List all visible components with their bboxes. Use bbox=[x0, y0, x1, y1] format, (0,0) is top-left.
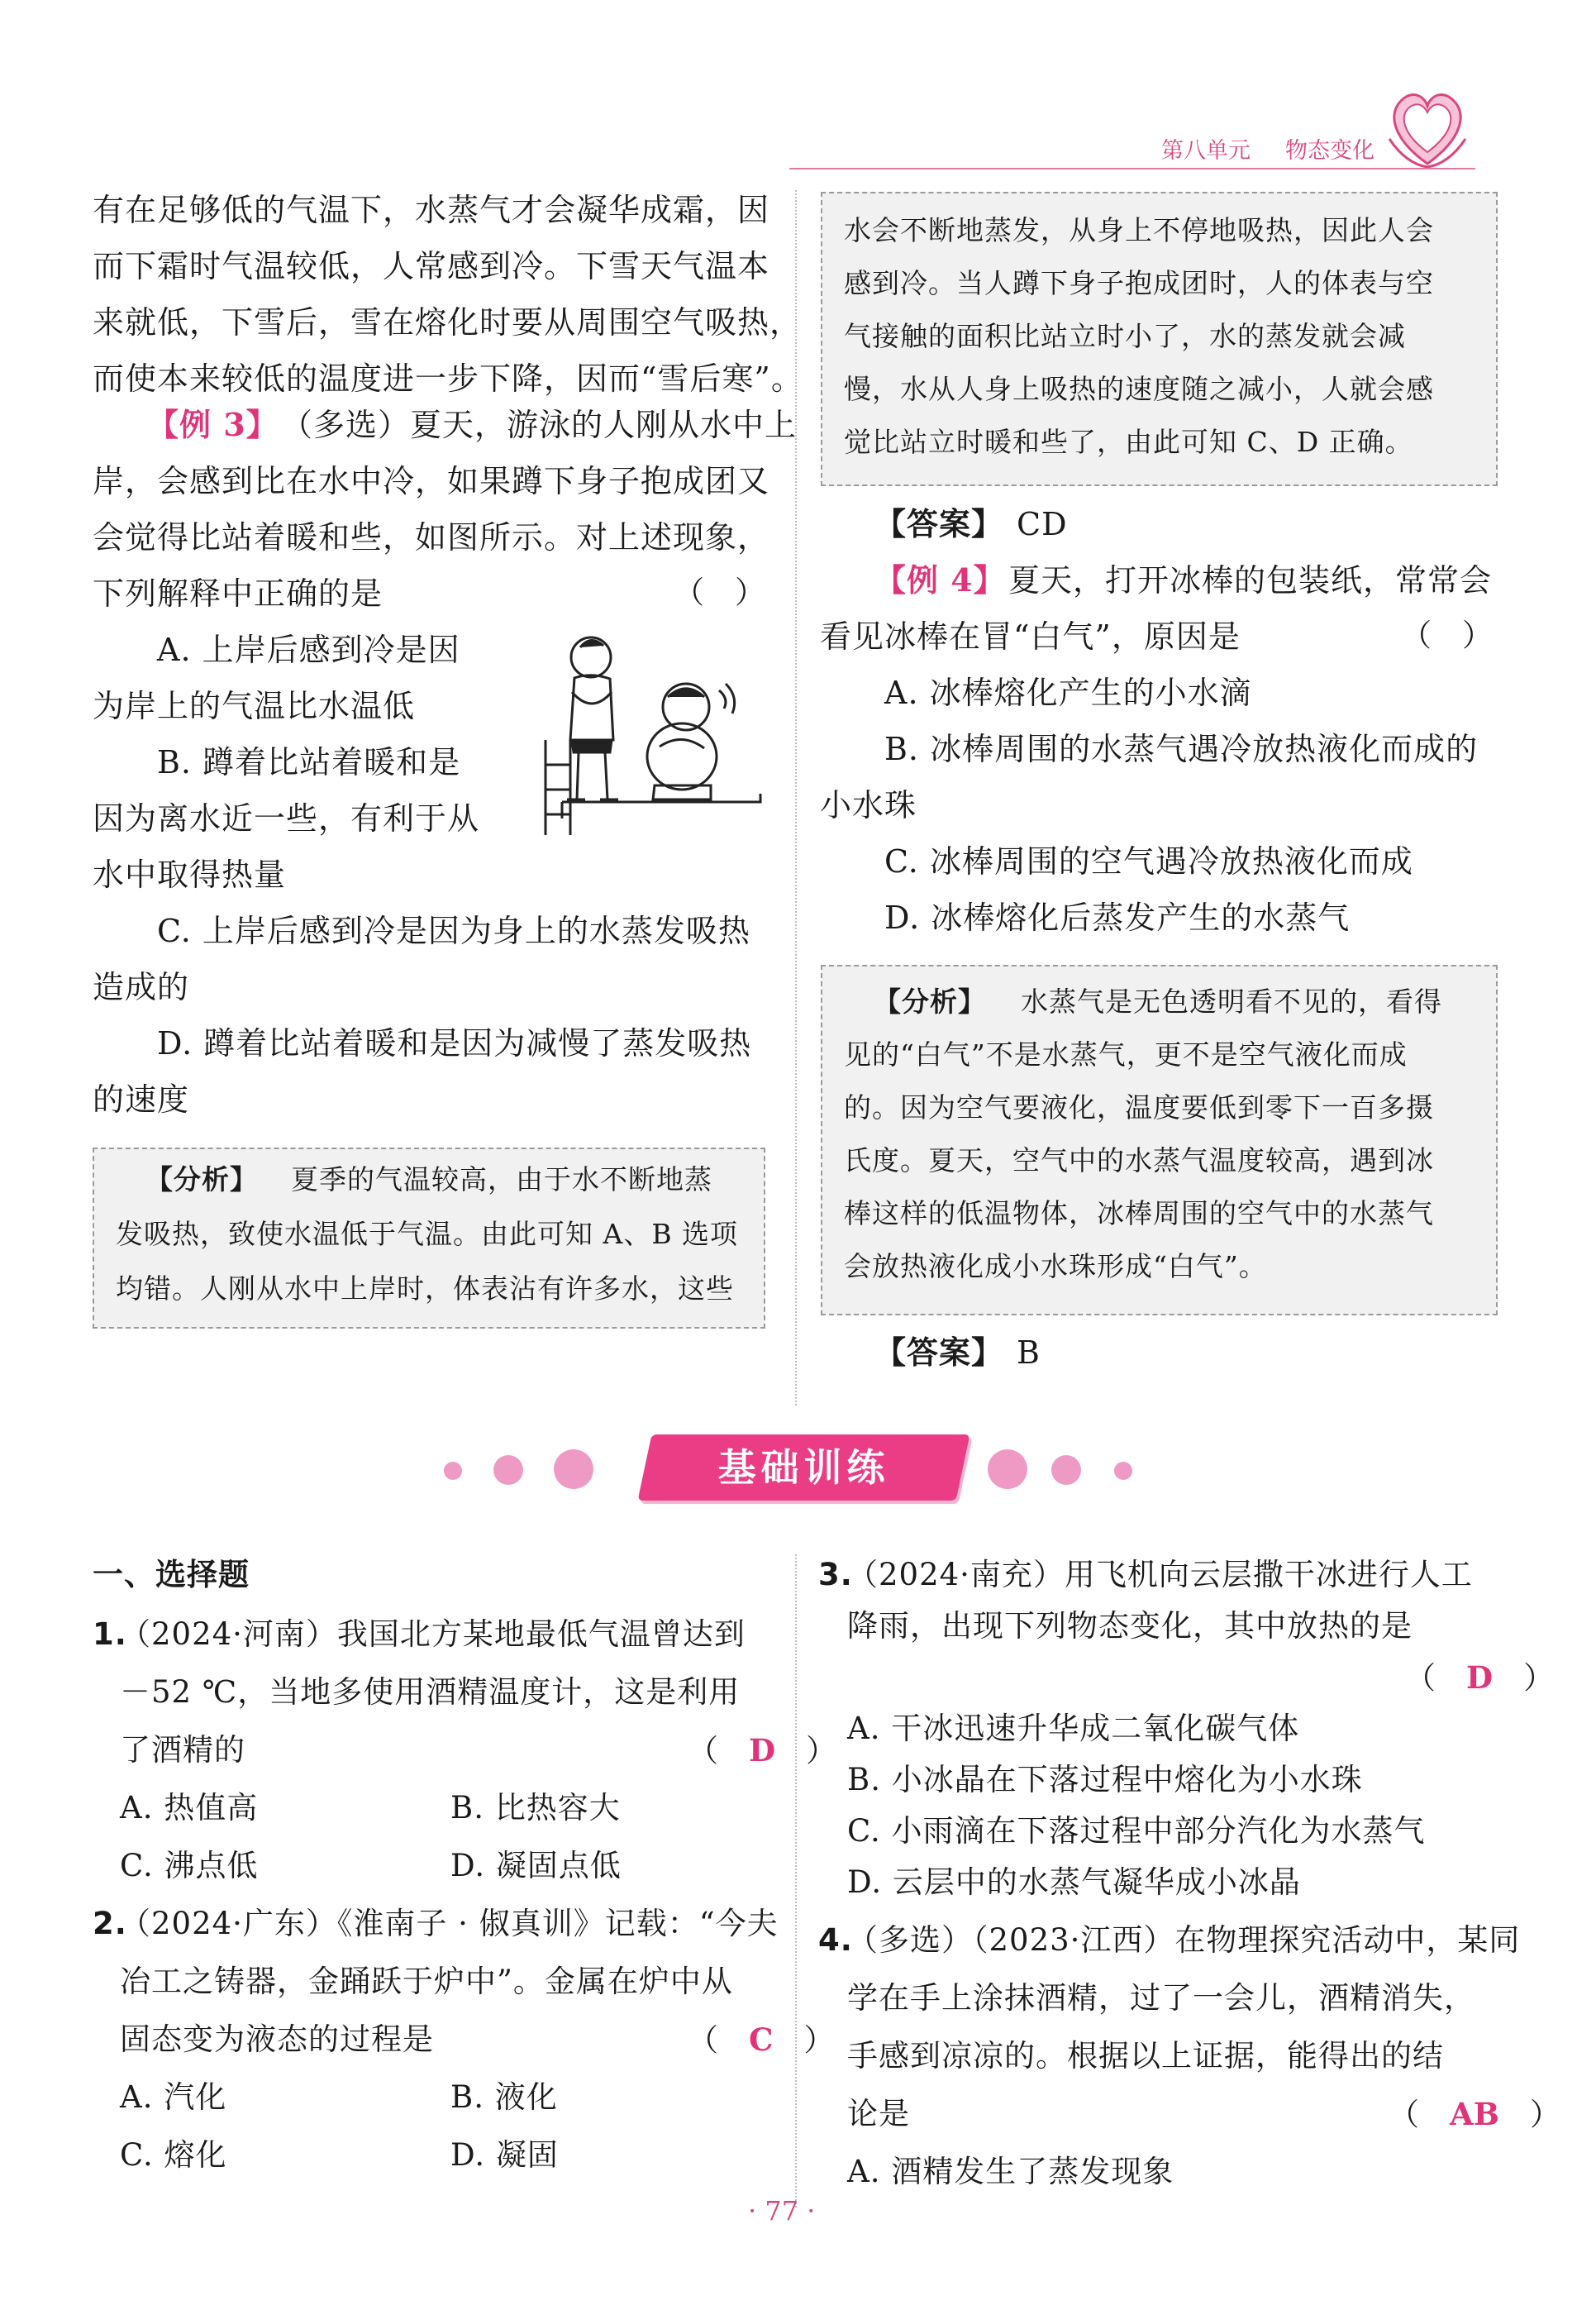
text-line: 下列解释中正确的是 bbox=[93, 575, 384, 612]
option-d: D. 蹲着比站着暖和是因为减慢了蒸发吸热 bbox=[157, 1025, 752, 1062]
text-line: 水会不断地蒸发，从身上不停地吸热，因此人会 bbox=[844, 214, 1434, 246]
option-d: D. 凝固 bbox=[450, 2137, 559, 2173]
option-a: A. 酒精发生了蒸发现象 bbox=[847, 2154, 1174, 2189]
text-line: 见的“白气”不是水蒸气，更不是空气液化而成 bbox=[844, 1038, 1408, 1071]
analysis-box-example-3-continued bbox=[821, 192, 1498, 486]
option-a: A. 冰棒熔化产生的小水滴 bbox=[884, 675, 1252, 711]
text-line: 岸，会感到比在水中冷，如果蹲下身子抱成团又 bbox=[93, 463, 770, 499]
text-line: 降雨，出现下列物态变化，其中放热的是 bbox=[847, 1608, 1413, 1644]
option-d: D. 凝固点低 bbox=[450, 1848, 622, 1883]
option-b: B. 液化 bbox=[450, 2079, 558, 2115]
page-number: · 77 · bbox=[748, 2195, 816, 2226]
text-line: 论是 bbox=[847, 2096, 910, 2131]
option-b: B. 蹲着比站着暖和是 bbox=[157, 744, 461, 780]
text-line: 气接触的面积比站立时小了，水的蒸发就会减 bbox=[844, 320, 1406, 352]
decorative-dot bbox=[444, 1462, 462, 1480]
text-line: －52 ℃，当地多使用酒精温度计，这是利用 bbox=[120, 1674, 741, 1710]
text-line: 为岸上的气温比水温低 bbox=[93, 688, 416, 724]
question-number: 4. bbox=[818, 1922, 853, 1958]
text-line: 均错。人刚从水中上岸时，体表沾有许多水，这些 bbox=[116, 1272, 734, 1305]
section-banner-title: 基础训练 bbox=[717, 1445, 890, 1490]
text-line: 冶工之铸器，金踊跃于炉中”。金属在炉中从 bbox=[120, 1964, 733, 1999]
question-number: 2. bbox=[93, 1906, 127, 1941]
decorative-dot bbox=[988, 1449, 1027, 1489]
answer-tag: 【答案】 bbox=[874, 506, 1004, 542]
answer-letter: D bbox=[1466, 1659, 1494, 1696]
text-line: 夏季的气温较高，由于水不断地蒸 bbox=[291, 1163, 712, 1196]
text-line: 发吸热，致使水温低于气温。由此可知 A、B 选项 bbox=[116, 1218, 739, 1250]
answer-value: B bbox=[1017, 1334, 1041, 1371]
text-line: 水中取得热量 bbox=[93, 857, 287, 893]
header-topic-label: 物态变化 bbox=[1285, 138, 1374, 164]
analysis-box-example-4 bbox=[821, 965, 1498, 1315]
section-title: 一、选择题 bbox=[93, 1557, 250, 1592]
text-line: 的。因为空气要液化，温度要低到零下一百多摄 bbox=[844, 1091, 1434, 1124]
text-line: （2024·南充）用飞机向云层撒干冰进行人工 bbox=[847, 1557, 1473, 1592]
option-c: C. 熔化 bbox=[120, 2137, 227, 2173]
text-line: 固态变为液态的过程是 bbox=[120, 2021, 434, 2057]
decorative-dot bbox=[1114, 1462, 1132, 1480]
text-line: 手感到凉凉的。根据以上证据，能得出的结 bbox=[847, 2038, 1444, 2074]
text-line: 感到冷。当人蹲下身子抱成团时，人的体表与空 bbox=[844, 267, 1434, 299]
text-line: 会放热液化成小水珠形成“白气”。 bbox=[844, 1250, 1267, 1282]
header-unit-label: 第八单元 bbox=[1161, 138, 1251, 164]
text-line: 棒这样的低温物体，冰棒周围的空气中的水蒸气 bbox=[844, 1197, 1434, 1229]
text-line: 而下霜时气温较低，人常感到冷。下雪天气温本 bbox=[93, 248, 770, 284]
question-number: 1. bbox=[93, 1616, 127, 1652]
decorative-dot bbox=[493, 1455, 523, 1485]
answer-paren: （ C ） bbox=[688, 2021, 835, 2058]
text-line: 有在足够低的气温下，水蒸气才会凝华成霜，因 bbox=[93, 192, 770, 228]
example-4-tag: 【例 4】 bbox=[874, 561, 1006, 599]
option-b: B. 小冰晶在下落过程中熔化为小水珠 bbox=[847, 1762, 1363, 1797]
answer-paren: （ D ） bbox=[688, 1732, 837, 1768]
text-line: 了酒精的 bbox=[120, 1732, 245, 1768]
text-line: 会觉得比站着暖和些，如图所示。对上述现象， bbox=[93, 519, 770, 556]
text-line: 觉比站立时暖和些了，由此可知 C、D 正确。 bbox=[844, 426, 1413, 458]
text-line: 造成的 bbox=[93, 969, 190, 1005]
swimmers-illustration bbox=[512, 616, 777, 839]
text-line: 夏天，打开冰棒的包装纸，常常会 bbox=[1008, 562, 1493, 599]
text-line: 来就低，下雪后，雪在熔化时要从周围空气吸热， bbox=[93, 304, 803, 341]
option-c: C. 冰棒周围的空气遇冷放热液化而成 bbox=[884, 843, 1413, 880]
text-line: （多选）夏天，游泳的人刚从水中上 bbox=[281, 407, 798, 443]
analysis-tag: 【分析】 bbox=[145, 1163, 258, 1196]
column-divider bbox=[795, 1554, 797, 2207]
analysis-tag: 【分析】 bbox=[874, 986, 986, 1018]
option-c: C. 小雨滴在下落过程中部分汽化为水蒸气 bbox=[847, 1813, 1426, 1849]
answer-paren: （ D ） bbox=[1405, 1659, 1555, 1696]
text-line: 慢，水从人身上吸热的速度随之减小，人就会感 bbox=[844, 373, 1434, 405]
option-a: A. 汽化 bbox=[120, 2079, 227, 2115]
text-line: 的速度 bbox=[93, 1081, 190, 1118]
analysis-box-example-3 bbox=[93, 1148, 765, 1329]
option-d: D. 冰棒熔化后蒸发产生的水蒸气 bbox=[884, 900, 1351, 936]
option-b: B. 比热容大 bbox=[450, 1790, 621, 1826]
text-line: 小水珠 bbox=[820, 787, 917, 823]
header-rule bbox=[789, 168, 1475, 169]
text-line: 学在手上涂抹酒精，过了一会儿，酒精消失， bbox=[847, 1980, 1475, 2016]
text-line: （2024·河南）我国北方某地最低气温曾达到 bbox=[120, 1616, 746, 1652]
option-a: A. 上岸后感到冷是因 bbox=[157, 632, 460, 668]
decorative-dot bbox=[1051, 1455, 1081, 1485]
answer-value: CD bbox=[1017, 506, 1068, 542]
answer-letter: D bbox=[749, 1732, 776, 1768]
answer-paren: （ AB ） bbox=[1389, 2096, 1560, 2132]
text-line: 看见冰棒在冒“白气”，原因是 bbox=[820, 618, 1241, 655]
answer-letter: AB bbox=[1450, 2096, 1499, 2132]
question-number: 3. bbox=[818, 1557, 853, 1592]
option-d: D. 云层中的水蒸气凝华成小冰晶 bbox=[847, 1864, 1301, 1900]
option-c: C. 上岸后感到冷是因为身上的水蒸发吸热 bbox=[157, 913, 750, 949]
heart-logo-icon bbox=[1384, 81, 1471, 172]
answer-letter: C bbox=[749, 2021, 774, 2058]
option-c: C. 沸点低 bbox=[120, 1848, 259, 1883]
text-line: （多选）（2023·江西）在物理探究活动中，某同 bbox=[847, 1922, 1521, 1958]
option-a: A. 干冰迅速升华成二氧化碳气体 bbox=[847, 1711, 1300, 1746]
answer-paren: （ ） bbox=[674, 575, 765, 610]
option-b: B. 冰棒周围的水蒸气遇冷放热液化而成的 bbox=[884, 731, 1479, 767]
text-line: 而使本来较低的温度进一步下降，因而“雪后寒”。 bbox=[93, 360, 803, 397]
decorative-dot bbox=[554, 1449, 593, 1489]
answer-paren: （ ） bbox=[1401, 618, 1493, 653]
text-line: 氏度。夏天，空气中的水蒸气温度较高，遇到冰 bbox=[844, 1144, 1434, 1176]
example-3-tag: 【例 3】 bbox=[147, 406, 279, 443]
text-line: （2024·广东）《淮南子 · 俶真训》记载：“今夫 bbox=[120, 1906, 779, 1941]
answer-tag: 【答案】 bbox=[874, 1334, 1004, 1371]
text-line: 因为离水近一些，有利于从 bbox=[93, 800, 480, 837]
option-a: A. 热值高 bbox=[120, 1790, 259, 1826]
text-line: 水蒸气是无色透明看不见的，看得 bbox=[1021, 986, 1442, 1018]
